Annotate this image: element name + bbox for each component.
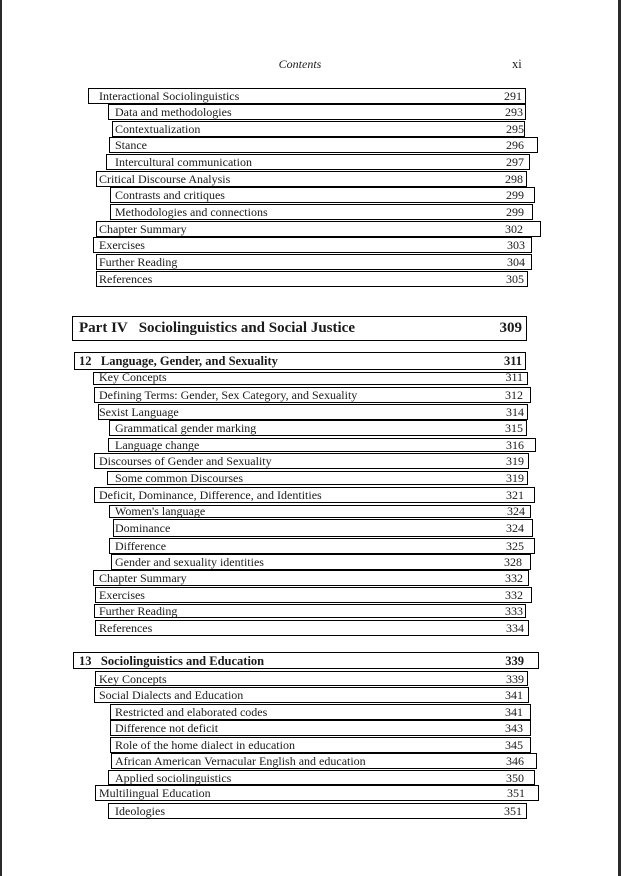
toc-entry-chapter[interactable] <box>73 652 539 669</box>
toc-entry-section[interactable] <box>94 487 535 503</box>
toc-entry-subsection[interactable] <box>108 438 536 452</box>
entry-title: Stance <box>115 138 147 152</box>
entry-title: Exercises <box>99 588 145 602</box>
entry-page: 303 <box>507 238 525 252</box>
entry-title: 12 Language, Gender, and Sexuality <box>79 354 278 368</box>
page-number: xi <box>512 57 522 71</box>
entry-title: Intercultural communication <box>115 155 252 169</box>
entry-page: 293 <box>505 105 523 119</box>
entry-page: 291 <box>504 89 522 103</box>
toc-entry-subsection[interactable] <box>110 720 531 736</box>
entry-title: Difference not deficit <box>115 721 219 735</box>
entry-page: 351 <box>507 786 525 800</box>
entry-title: Contextualization <box>115 122 201 136</box>
entry-title: Some common Discourses <box>115 471 243 485</box>
entry-title: Further Reading <box>99 255 178 269</box>
entry-page: 299 <box>506 205 524 219</box>
entry-title: Further Reading <box>99 604 178 618</box>
entry-title: Restricted and elaborated codes <box>115 705 268 719</box>
entry-page: 319 <box>506 471 524 485</box>
entry-page: 302 <box>505 222 523 236</box>
toc-entry-subsection[interactable] <box>112 121 525 137</box>
entry-page: 311 <box>503 354 522 368</box>
entry-page: 297 <box>506 155 524 169</box>
entry-title: Chapter Summary <box>99 571 187 585</box>
entry-page: 350 <box>506 771 524 785</box>
entry-title: Defining Terms: Gender, Sex Category, and Sexuality <box>99 388 358 402</box>
toc-entry-section[interactable] <box>88 88 526 104</box>
entry-title: Women's language <box>115 504 206 518</box>
toc-entry-subsection[interactable] <box>111 554 531 570</box>
entry-page: 312 <box>505 388 523 402</box>
toc-entry-subsection[interactable] <box>110 204 533 220</box>
entry-page: 339 <box>505 654 524 668</box>
toc-entry-subsection[interactable] <box>109 538 535 554</box>
toc-entry-subsection[interactable] <box>108 803 527 819</box>
entry-page: 299 <box>506 188 524 202</box>
entry-page: 328 <box>504 555 522 569</box>
toc-entry-section[interactable] <box>96 254 532 270</box>
entry-page: 339 <box>506 672 524 686</box>
toc-entry-section[interactable] <box>95 620 529 636</box>
entry-page: 343 <box>505 721 523 735</box>
entry-page: 298 <box>505 172 523 186</box>
entry-page: 315 <box>505 421 523 435</box>
entry-page: 334 <box>506 621 524 635</box>
entry-page: 296 <box>506 138 524 152</box>
toc-entry-subsection[interactable] <box>110 737 531 753</box>
entry-title: Role of the home dialect in education <box>115 738 295 752</box>
entry-title: Key Concepts <box>99 672 167 686</box>
toc-entry-section[interactable] <box>96 171 527 187</box>
toc-entry-section[interactable] <box>95 785 539 801</box>
toc-entry-subsection[interactable] <box>108 770 535 785</box>
toc-entry-subsection[interactable] <box>109 137 538 153</box>
entry-page: 325 <box>506 539 524 553</box>
entry-title: Dominance <box>115 521 171 535</box>
entry-page: 305 <box>506 272 524 286</box>
entry-title: References <box>99 621 153 635</box>
entry-page: 321 <box>506 488 524 502</box>
entry-page: 324 <box>506 521 524 535</box>
toc-entry-section[interactable] <box>95 671 528 686</box>
entry-page: 316 <box>506 438 524 452</box>
entry-page: 351 <box>504 804 522 818</box>
toc-entry-section[interactable] <box>93 570 529 586</box>
entry-title: Discourses of Gender and Sexuality <box>99 454 272 468</box>
toc-entry-subsection[interactable] <box>107 471 528 485</box>
entry-title: Sexist Language <box>99 405 179 419</box>
toc-entry-section[interactable] <box>98 404 528 420</box>
toc-entry-subsection[interactable] <box>109 420 527 436</box>
toc-entry-part[interactable] <box>72 316 527 341</box>
entry-title: Key Concepts <box>99 370 167 384</box>
entry-page: 332 <box>505 571 523 585</box>
toc-entry-subsection[interactable] <box>110 704 531 720</box>
toc-entry-section[interactable] <box>94 453 529 469</box>
entry-page: 311 <box>505 370 523 384</box>
entry-title: Applied sociolinguistics <box>115 771 232 785</box>
entry-page: 345 <box>505 738 523 752</box>
entry-page: 332 <box>505 588 523 602</box>
entry-page: 324 <box>507 504 525 518</box>
toc-entry-section[interactable] <box>96 271 528 287</box>
entry-title: Contrasts and critiques <box>115 188 225 202</box>
toc-entry-section[interactable] <box>94 387 531 403</box>
entry-page: 341 <box>505 705 523 719</box>
toc-entry-subsection[interactable] <box>106 154 530 170</box>
toc-entry-subsection[interactable] <box>108 104 526 120</box>
entry-title: Grammatical gender marking <box>115 421 257 435</box>
entry-title: Deficit, Dominance, Difference, and Identities <box>99 488 322 502</box>
entry-title: Language change <box>115 438 200 452</box>
entry-title: Chapter Summary <box>99 222 187 236</box>
entry-title: 13 Sociolinguistics and Education <box>79 654 265 668</box>
page-edge-left <box>0 0 2 876</box>
entry-title: References <box>99 272 153 286</box>
toc-entry-chapter[interactable] <box>74 352 526 370</box>
entry-title: Social Dialects and Education <box>99 688 244 702</box>
toc-entry-section[interactable] <box>95 587 532 603</box>
entry-title: Interactional Sociolinguistics <box>99 89 240 103</box>
entry-title: African American Vernacular English and education <box>115 754 366 768</box>
entry-title: Part IV Sociolinguistics and Social Justice <box>79 320 355 336</box>
entry-title: Gender and sexuality identities <box>115 555 264 569</box>
toc-entry-section[interactable] <box>94 604 526 618</box>
entry-title: Difference <box>115 539 167 553</box>
entry-title: Multilingual Education <box>99 786 211 800</box>
entry-title: Data and methodologies <box>115 105 232 119</box>
toc-entry-section[interactable] <box>96 221 541 237</box>
running-head: Contents <box>278 57 322 71</box>
entry-title: Critical Discourse Analysis <box>99 172 231 186</box>
toc-entry-section[interactable] <box>94 687 529 703</box>
entry-page: 341 <box>505 688 523 702</box>
entry-title: Ideologies <box>115 804 165 818</box>
entry-title: Exercises <box>99 238 145 252</box>
entry-page: 295 <box>506 122 524 136</box>
toc-entry-section[interactable] <box>93 237 532 253</box>
entry-page: 333 <box>505 604 523 618</box>
toc-entry-section[interactable] <box>93 372 528 385</box>
entry-page: 304 <box>507 255 525 269</box>
entry-page: 314 <box>506 405 524 419</box>
entry-page: 309 <box>499 320 522 336</box>
toc-entry-subsection[interactable] <box>109 505 531 518</box>
entry-title: Methodologies and connections <box>115 205 268 219</box>
entry-page: 319 <box>506 454 524 468</box>
toc-entry-subsection[interactable] <box>110 187 535 203</box>
toc-entry-subsection[interactable] <box>113 519 533 537</box>
toc-entry-subsection[interactable] <box>111 753 537 769</box>
entry-page: 346 <box>506 754 524 768</box>
